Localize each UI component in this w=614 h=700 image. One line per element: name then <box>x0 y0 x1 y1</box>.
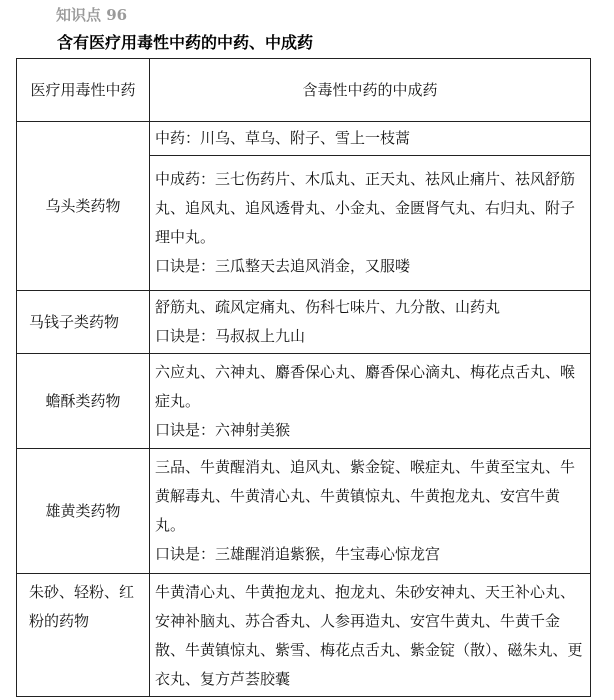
drugs-cell <box>150 574 591 697</box>
drugs-text: 舒筋丸、疏风定痛丸、伤科七味片、九分散、山药丸 <box>155 298 501 316</box>
knowledge-point-label: 知识点 96 <box>56 6 128 24</box>
drugs-text: 六应丸、六神丸、麝香保心丸、麝香保心滴丸、梅花点舌丸、喉症丸。 <box>155 362 576 410</box>
table-row <box>17 122 591 156</box>
drugs-cell <box>150 449 591 574</box>
header-category: 医疗用毒性中药 <box>17 59 150 122</box>
mnemonic-text: 口诀是：三雄醒消追紫猴，牛宝毒心惊龙宫 <box>155 545 441 563</box>
page-title: 含有医疗用毒性中药的中药、中成药 <box>57 33 314 52</box>
header-drugs: 含毒性中药的中成药 <box>150 59 591 122</box>
mnemonic-text: 口诀是：六神射美猴 <box>155 420 291 439</box>
category-cell: 乌头类药物 <box>17 122 150 291</box>
drugs-cell <box>150 156 591 291</box>
table-row <box>17 574 591 697</box>
category-cell: 朱砂、轻粉、红粉的药物 <box>17 574 150 697</box>
category-cell: 马钱子类药物 <box>17 291 150 354</box>
drugs-text: 中成药：三七伤药片、木瓜丸、正天丸、祛风止痛片、祛风舒筋丸、追风丸、追风透骨丸、小金丸、金匮肾气丸、右归丸、附子理中丸。 <box>155 170 576 246</box>
table-row <box>17 291 591 354</box>
mnemonic-text: 口诀是：马叔叔上九山 <box>155 327 306 345</box>
table-row <box>17 449 591 574</box>
table-header-row <box>17 59 591 122</box>
mnemonic-text: 口诀是：三瓜整天去追风消金，又服喽 <box>155 257 411 275</box>
drugs-cell <box>150 354 591 449</box>
category-cell: 雄黄类药物 <box>17 449 150 574</box>
drugs-cell <box>150 291 591 354</box>
herbs-cell: 中药：川乌、草乌、附子、雪上一枝蒿 <box>150 122 591 156</box>
table-row <box>17 354 591 449</box>
toxic-herbs-table <box>16 58 591 697</box>
drugs-text: 三品、牛黄醒消丸、追风丸、紫金锭、喉症丸、牛黄至宝丸、牛黄解毒丸、牛黄清心丸、牛黄镇惊丸、牛黄抱龙丸、安宫牛黄丸。 <box>155 458 576 534</box>
drugs-text: 牛黄清心丸、牛黄抱龙丸、抱龙丸、朱砂安神丸、天王补心丸、安神补脑丸、苏合香丸、人参再造丸、安宫牛黄丸、牛黄千金散、牛黄镇惊丸、紫雪、梅花点舌丸、紫金锭（散）、磁朱丸、更衣丸、复方芦荟胶囊 <box>155 583 583 688</box>
category-cell: 蟾酥类药物 <box>17 354 150 449</box>
